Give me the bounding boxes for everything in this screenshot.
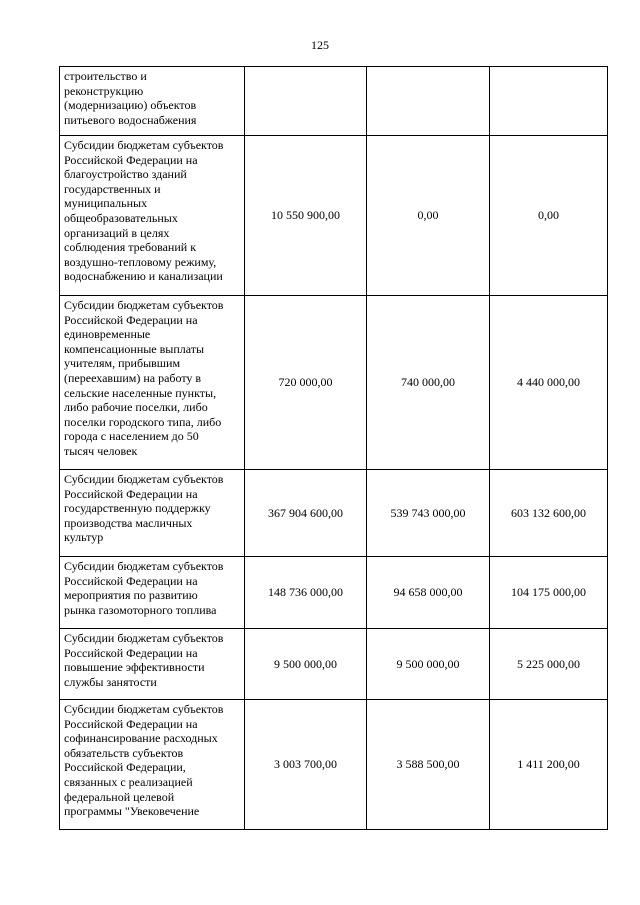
row-description: строительство и реконструкцию (модернизацию) объектов питьевого водоснабжения xyxy=(64,69,197,127)
value-cell-year1: 9 500 000,00 xyxy=(245,629,367,700)
value-cell-year3: 0,00 xyxy=(490,136,608,296)
value-cell-year1: 148 736 000,00 xyxy=(245,557,367,629)
value-cell-year1: 3 003 700,00 xyxy=(245,700,367,830)
table-row xyxy=(60,557,608,629)
row-description-cell xyxy=(60,557,245,629)
row-description-cell xyxy=(60,296,245,470)
row-description: Субсидии бюджетам субъектов Российской Федерации на единовременные компенсационные выплаты учителям, прибывшим (переехавшим) на работу в сельские населенные пункты, либо рабочие поселки, либо поселки городского типа, либо города с населением до 50 тысяч человек xyxy=(64,298,224,458)
budget-table xyxy=(59,66,608,830)
row-description-cell xyxy=(60,136,245,296)
row-description: Субсидии бюджетам субъектов Российской Федерации на софинансирование расходных обязательств субъектов Российской Федерации, связанных с реализацией федеральной целевой программы "Увековечение xyxy=(64,702,224,819)
row-description: Субсидии бюджетам субъектов Российской Федерации на мероприятия по развитию рынка газомоторного топлива xyxy=(64,559,224,617)
value-cell-year2: 539 743 000,00 xyxy=(367,470,490,557)
value-cell-year2: 740 000,00 xyxy=(367,296,490,470)
row-description-cell xyxy=(60,67,245,136)
value-cell-year1: 367 904 600,00 xyxy=(245,470,367,557)
value-cell-year2 xyxy=(367,67,490,136)
value-cell-year3: 104 175 000,00 xyxy=(490,557,608,629)
row-description-cell xyxy=(60,629,245,700)
table-row xyxy=(60,629,608,700)
value-cell-year1: 10 550 900,00 xyxy=(245,136,367,296)
value-cell-year1 xyxy=(245,67,367,136)
row-description: Субсидии бюджетам субъектов Российской Федерации на государственную поддержку производства масличных культур xyxy=(64,472,224,545)
row-description-cell xyxy=(60,700,245,830)
table-row xyxy=(60,67,608,136)
table-row xyxy=(60,700,608,830)
page-number: 125 xyxy=(311,38,329,52)
value-cell-year3: 1 411 200,00 xyxy=(490,700,608,830)
table-row xyxy=(60,296,608,470)
row-description-cell xyxy=(60,470,245,557)
value-cell-year3 xyxy=(490,67,608,136)
value-cell-year2: 9 500 000,00 xyxy=(367,629,490,700)
row-description: Субсидии бюджетам субъектов Российской Федерации на повышение эффективности службы занятости xyxy=(64,631,224,689)
value-cell-year3: 603 132 600,00 xyxy=(490,470,608,557)
value-cell-year2: 94 658 000,00 xyxy=(367,557,490,629)
table-row xyxy=(60,136,608,296)
table-row xyxy=(60,470,608,557)
value-cell-year1: 720 000,00 xyxy=(245,296,367,470)
value-cell-year3: 5 225 000,00 xyxy=(490,629,608,700)
value-cell-year2: 3 588 500,00 xyxy=(367,700,490,830)
row-description: Субсидии бюджетам субъектов Российской Федерации на благоустройство зданий государственных и муниципальных общеобразовательных организаций в целях соблюдения требований к воздушно-тепловому режиму, водоснабжению и канализации xyxy=(64,138,224,284)
value-cell-year2: 0,00 xyxy=(367,136,490,296)
value-cell-year3: 4 440 000,00 xyxy=(490,296,608,470)
